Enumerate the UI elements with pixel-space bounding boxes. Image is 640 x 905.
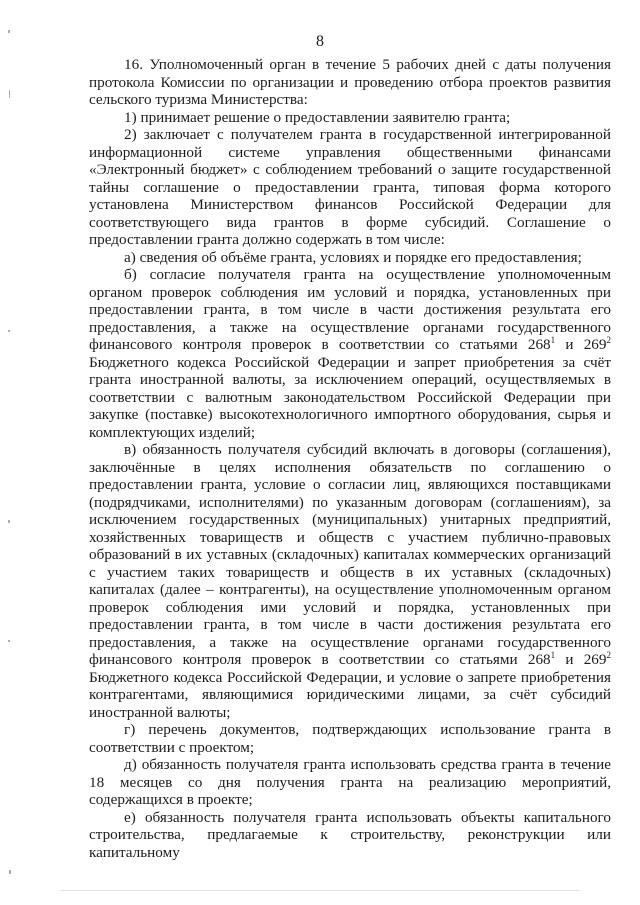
scan-artifact bbox=[8, 520, 10, 523]
article-superscript: 2 bbox=[606, 335, 611, 345]
article-superscript: 1 bbox=[550, 650, 556, 660]
scan-artifact bbox=[8, 640, 10, 642]
subitem-v-text-2: Бюджетного кодекса Российской Федерации, и условие о запрете приобретения контрагентами, являющимися юридическими лицами, за счёт субсидий иностранной валюты; bbox=[89, 668, 611, 721]
scan-artifact bbox=[8, 330, 10, 332]
paragraph-subitem-e: е) обязанность получателя гранта использовать объекты капитального строительства, предлагаемые к строительству, реконструкции или капитальному bbox=[89, 808, 611, 861]
paragraph-item-2: 2) заключает с получателем гранта в государственной интегрированной информационной системе управления общественными финансами «Электронный бюджет» с соблюдением требований о защите государственной тайны соглашение о предоставлении гранта, типовая форма которого установлена Министерством финансов Российской Федерации для соответствующего вида грантов в форме субсидий. Соглашение о предоставлении гранта должно содержать в том числе: bbox=[89, 126, 611, 248]
paragraph-subitem-a: а) сведения об объёме гранта, условиях и порядке его предоставления; bbox=[124, 248, 582, 266]
paragraph-16: 16. Уполномоченный орган в течение 5 рабочих дней с даты получения протокола Комиссии по организации и проведению отбора проектов развития сельского туризма Министерства: bbox=[89, 56, 611, 108]
article-superscript: 2 bbox=[606, 650, 611, 660]
paragraph-subitem-b bbox=[89, 266, 611, 441]
scan-artifact bbox=[9, 90, 10, 98]
document-body bbox=[89, 56, 611, 861]
paragraph-subitem-g: г) перечень документов, подтверждающих использование гранта в соответствии с проектом; bbox=[89, 721, 611, 756]
subitem-b-text-1: б) согласие получателя гранта на осуществление уполномоченным органом проверок соблюдения им условий и порядка, установленных при предоставлении гранта, в том числе в части достижения результата его предоставления, а также на осуществление органами государственного финансового контроля проверок в соответствии со статьями 268 bbox=[89, 266, 611, 353]
scan-artifact bbox=[60, 890, 580, 891]
subitem-b-text-2: Бюджетного кодекса Российской Федерации и запрет приобретения за счёт гранта иностранной валюты, за исключением операций, осуществляемых в соответствии с валютным законодательством Российской Федерации при закупке (поставке) высокотехнологичного импортного оборудования, сырья и комплектующих изделий; bbox=[89, 353, 611, 441]
subitem-v-text-1: в) обязанность получателя субсидий включать в договоры (соглашения), заключённые в целях исполнения обязательств по соглашению о предоставлении гранта, условие о согласии лиц, являющихся поставщиками (подрядчиками, исполнителями) по указанным договорам (соглашениям), за исключением государственных (муниципальных) унитарных предприятий, хозяйственных товариществ и обществ с участием публично-правовых образований в их уставных (складочных) капиталах коммерческих организаций с участием таких товариществ и обществ в их уставных (складочных) капиталах (далее – контрагенты), на осуществление уполномоченным органом проверок соблюдения ими условий и порядка, установленных при предоставлении гранта, в том числе в части достижения результата его предоставления, а также на осуществление органами государственного финансового контроля проверок в соответствии со статьями 268 bbox=[89, 441, 611, 668]
paragraph-item-1: 1) принимает решение о предоставлении заявителю гранта; bbox=[124, 108, 511, 126]
subitem-v-conjunction: и 269 bbox=[555, 651, 607, 668]
paragraph-subitem-v bbox=[89, 441, 611, 721]
subitem-b-conjunction: и 269 bbox=[555, 336, 607, 353]
page-number: 8 bbox=[316, 33, 324, 50]
scan-artifact bbox=[8, 30, 10, 33]
paragraph-subitem-d: д) обязанность получателя гранта использовать средства гранта в течение 18 месяцев со дня получения гранта на реализацию мероприятий, содержащихся в проекте; bbox=[89, 756, 611, 808]
article-superscript: 1 bbox=[550, 335, 556, 345]
scan-artifact bbox=[9, 870, 11, 874]
